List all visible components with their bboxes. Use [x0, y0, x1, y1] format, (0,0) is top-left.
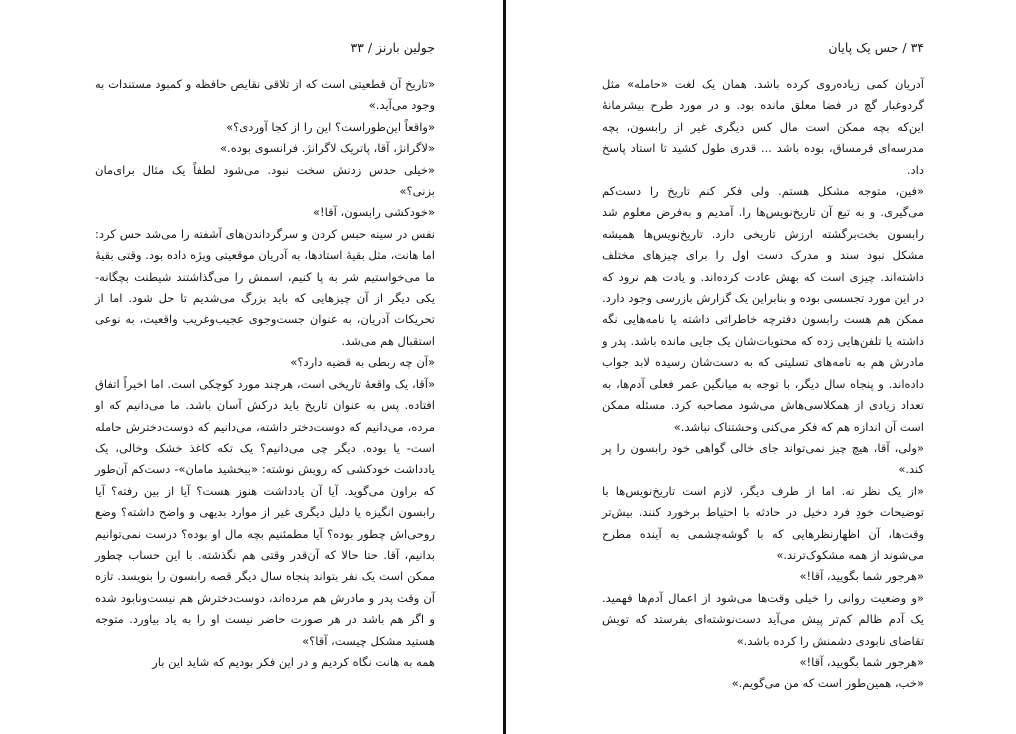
- paragraph: نفس در سینه حبس کردن و سرگرداندن‌های آشفته را می‌شد حس کرد: اما هانت، مثل بقیهٔ استادها، به آدریان موقعیتی ویژه داده بود. وقتی بقیهٔ ما می‌خواستیم شر به پا کنیم، اسمش را می‌گذاشتند شیطنت بچگانه- یکی دیگر از آن چیزهایی که باید بزرگ می‌شدیم تا حل شود. اما از تحریکات آدریان، به عنوان جست‌وجوی عجیب‌وغریب واقعیت، به نوعی استقبال هم می‌شد.: [95, 226, 435, 348]
- right-page: [509, 0, 1016, 734]
- paragraph: «خیلی حدس زدنش سخت نبود. می‌شود لطفاً یک مثال برای‌مان بزنی؟»: [95, 162, 435, 199]
- paragraph: «آقا، یک واقعهٔ تاریخی است، هرچند مورد کوچکی است. اما اخیراً اتفاق افتاده. پس به عنوان تاریخ باید درکش آسان باشد. ما می‌دانیم که او مرده، می‌دانیم که دوست‌دختر داشته، می‌دانیم که دوست‌دخترش حامله است- یا بوده. دیگر چی می‌دانیم؟ یک تکه کاغذ خشک وخالی، یک یادداشت خودکشی که رویش نوشته: «ببخشید مامان»- دست‌کم آن‌طور که براون می‌گوید. آیا آن یادداشت هنوز هست؟ آیا از بین رفته؟ آیا رابسون انگیزه یا دلیل دیگری غیر از موارد بدیهی و واضح داشته؟ وضع روحی‌اش چطور بوده؟ آیا مطمئنیم بچه مال او بوده؟ درست نمی‌توانیم بدانیم، آقا. حتا حالا که آن‌قدر وقتی هم نگذشته. با این حساب چطور ممکن است یک نفر بتواند پنجاه سال دیگر قصه رابسون را بنویسد. تازه آن وقت پدر و مادرش هم مرده‌اند، دوست‌دخترش هم نیست‌ونابود شده و اگر هم باشد در هر صورت حاضر نیست او را به یاد بیاورد. متوجه هستید مشکل چیست، آقا؟»: [95, 376, 435, 648]
- paragraph: «از یک نظر نه. اما از طرف دیگر، لازم است تاریخ‌نویس‌ها با توضیحات خودِ فرد دخیل در حادثه با احتیاط برخورد کنند. بیش‌تر وقت‌ها، آن اظهارنظرهایی که با گوشه‌چشمی به آینده مطرح می‌شوند از همه مشکوک‌ترند.»: [602, 483, 924, 562]
- paragraph: «هرجور شما بگویید، آقا!»: [799, 654, 924, 669]
- page-body-right: [602, 74, 924, 695]
- paragraph: «لاگرانژ، آقا، پاتریک لاگرانژ. فرانسوی بوده.»: [220, 141, 435, 156]
- paragraph: آدریان کمی زیاده‌روی کرده باشد. همان یک لغت «حامله» مثل گردوغبار گچ در فضا معلق مانده بود. و در مورد طرح بیشرمانهٔ این‌که بچه ممکن است مال کس دیگری غیر از رابسون، بچه مدرسه‌ای قرمساق، بوده باشد ... قدری طول کشید تا استاد پاسخ داد.: [602, 77, 924, 177]
- page-header-left: جولین بارنز / ۳۳: [350, 40, 435, 55]
- paragraph: «تاریخ آن قطعیتی است که از تلاقی نقایص حافظه و کمبود مستندات به وجود می‌آید.»: [95, 77, 435, 113]
- paragraph: «خودکشی رابسون، آقا!»: [313, 205, 435, 220]
- page-header-right: ۳۴ / حس یک پایان: [828, 40, 924, 55]
- page-body-left: [95, 74, 435, 673]
- paragraph: «ولی، آقا، هیچ چیز نمی‌تواند جای خالی گواهی خود رابسون را پر کند.»: [602, 440, 924, 477]
- paragraph: «و وضعیت روانی را خیلی وقت‌ها می‌شود از اعمال آدم‌ها فهمید. یک آدم ظالم کم‌تر پیش می‌آید دست‌نوشته‌ای بفرستد که تویش تقاضای نابودی دشمنش را کرده باشد.»: [602, 590, 924, 648]
- paragraph: «آن چه ربطی به قضیه دارد؟»: [290, 355, 435, 370]
- paragraph: «فین، متوجه مشکل هستم. ولی فکر کنم تاریخ را دست‌کم می‌گیری. و به تبع آن تاریخ‌نویس‌ها را. آمدیم و به‌فرض معلوم شد رابسون بخت‌برگشته ارزش تاریخی دارد. تاریخ‌نویس‌ها همیشه مشکل نبود سند و مدرک دست اول را برای چیزهای مختلف داشته‌اند. چیزی است که بهش عادت کرده‌اند. و یادت هم نرود که در این مورد تجسسی بوده و بنابراین یک گزارش بازرسی وجود دارد. ممکن هم هست رابسون دفترچه خاطراتی داشته یا نامه‌هایی نگه داشته یا تلفن‌هایی زده که محتویات‌شان یک جایی مانده باشد. پدر و مادرش هم به نامه‌های تسلیتی که به دست‌شان رسیده لابد جواب داده‌اند. و پنجاه سال دیگر، با توجه به میانگین عمر فعلی آدم‌ها، به تعداد زیادی از همکلاسی‌هاش می‌شود مصاحبه کرد. مسئله ممکن است آن اندازه هم که فکر می‌کنی وحشتناک نباشد.»: [602, 184, 924, 434]
- paragraph: همه به هانت نگاه کردیم و در این فکر بودیم که شاید این بار: [152, 654, 435, 669]
- left-page: [0, 0, 506, 734]
- paragraph: «هرجور شما بگویید، آقا!»: [799, 569, 924, 584]
- paragraph: «خب، همین‌طور است که من می‌گویم.»: [731, 676, 924, 691]
- paragraph: «واقعاً این‌طوراست؟ این را از کجا آوردی؟»: [226, 119, 435, 134]
